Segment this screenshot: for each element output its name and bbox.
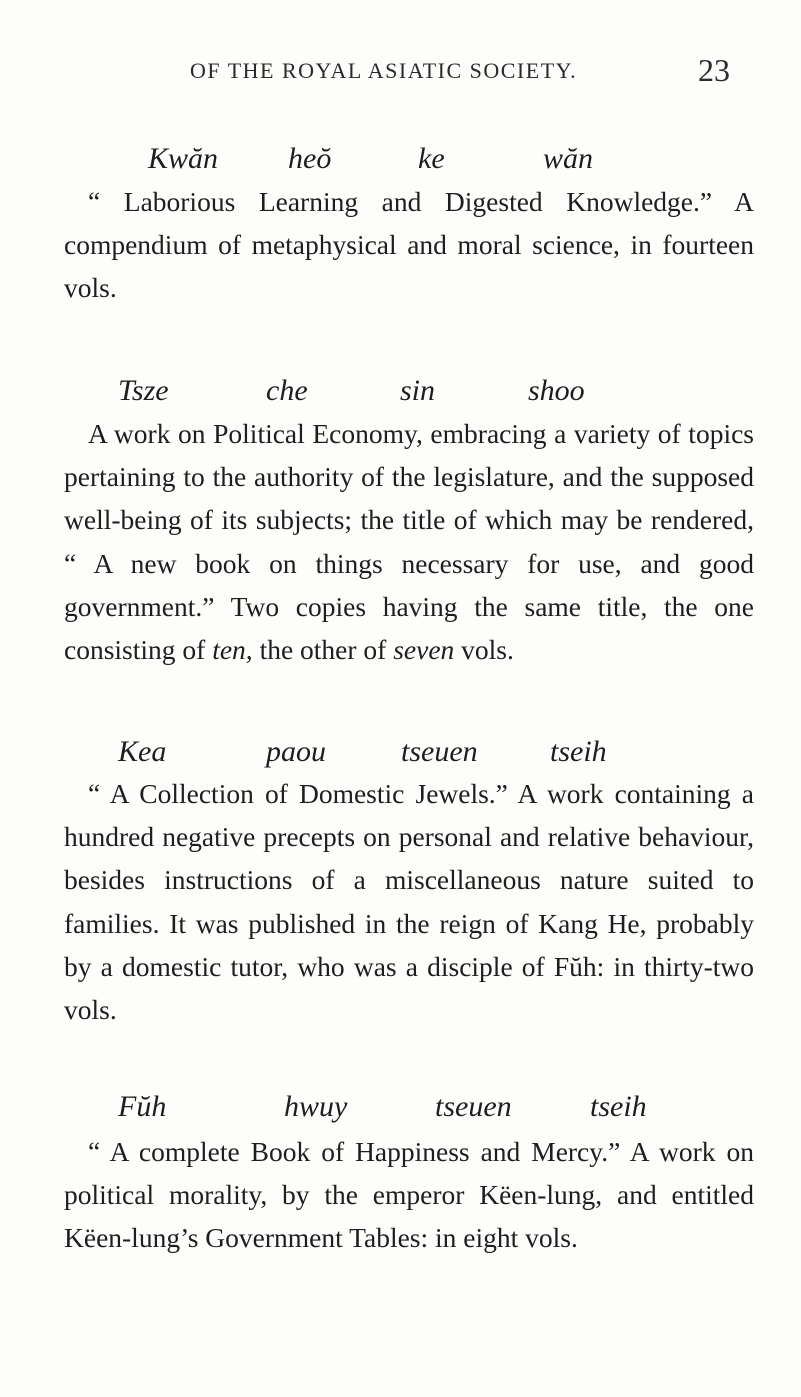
italic-ten: ten, (212, 634, 253, 666)
title-word: ke (418, 142, 445, 175)
title-word: sin (400, 374, 436, 407)
title-word: wăn (543, 142, 594, 175)
entry-description (64, 1130, 754, 1260)
entry-title-tsze-che-sin-shoo (118, 374, 678, 410)
title-word: hwuy (284, 1090, 348, 1123)
entry-description (64, 412, 754, 671)
title-word: Kwăn (148, 142, 219, 175)
entry-title-kea-paou-tseuen-tseih (118, 735, 678, 771)
title-word: che (266, 374, 308, 407)
entry-description (64, 180, 754, 310)
description-text: “ A Collection of Domestic Jewels.” A work containing a hundred negative precepts on personal and relative behaviour, besides instructions of a miscellaneous nature suited to families. It was published in the reign of Kang He, probably by a domestic tutor, who was a disciple of Fŭh: in thirty-two vols. (64, 778, 754, 1026)
title-word: paou (266, 735, 326, 768)
title-word: heŏ (288, 142, 332, 175)
title-word: tseih (550, 735, 607, 768)
title-word: Fŭh (118, 1090, 167, 1123)
description-segment: the other of (252, 634, 394, 666)
entry-title-kwan-heo-ke-wan (148, 142, 708, 178)
description-segment: A work on Political Economy, embracing a variety of topics pertaining to the authority of the legislature, and the supposed well-being of its subjects; the title of which may be rendered, “ A new book on things necessary for use, and good government.” Two copies having the same title, the one consisting of (64, 418, 754, 666)
title-word: tseih (590, 1090, 647, 1123)
running-head: OF THE ROYAL ASIATIC SOCIETY. (190, 58, 578, 83)
description-segment: vols. (454, 634, 514, 666)
description-text (64, 412, 754, 671)
description-text: “ A complete Book of Happiness and Mercy.” A work on political morality, by the emperor Këen-lung, and entitled Këen-lung’s Government Tables: in eight vols. (64, 1136, 754, 1254)
entry-title-fuh-hwuy-tseuen-tseih (118, 1090, 678, 1126)
italic-seven: seven (393, 634, 455, 666)
title-word: Kea (118, 735, 167, 768)
page-number: 23 (698, 52, 730, 88)
title-word: Tsze (118, 374, 169, 407)
title-word: tseuen (435, 1090, 512, 1123)
title-word: tseuen (401, 735, 478, 768)
entry-description (64, 772, 754, 1031)
title-word: shoo (528, 374, 585, 407)
description-text: “ Laborious Learning and Digested Knowledge.” A compendium of metaphysical and moral science, in fourteen vols. (64, 186, 754, 304)
